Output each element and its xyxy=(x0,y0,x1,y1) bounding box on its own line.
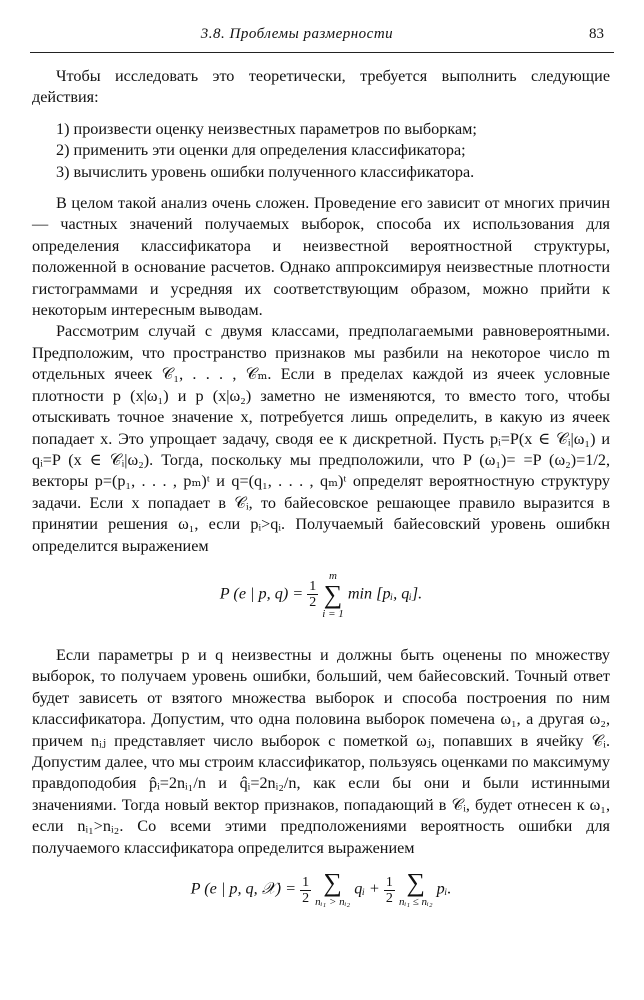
bayes-error-formula xyxy=(32,569,610,627)
fraction-numerator: 1 xyxy=(302,874,310,890)
running-head: 3.8. Проблемы размерности xyxy=(200,26,394,42)
sum-2-lower-limit: nᵢ₁ ≤ nᵢ₂ xyxy=(398,896,433,908)
sum-upper-limit: m xyxy=(329,569,337,582)
classifier-error-formula xyxy=(32,868,610,921)
summation xyxy=(322,569,343,621)
paragraph-analysis: В целом такой анализ очень сложен. Проведение его зависит от многих причин — частных значений получаемых выборок, способа их использования для определения классификатора и неизвестной вероятностной структуры, положенной в основание расчетов. Однако аппроксимируя неизвестные плотности гистограммами и усредняя их соответствующим образом, можно прийти к некоторым интересным выводам. xyxy=(32,194,610,320)
paragraph-two-classes: Рассмотрим случай с двумя классами, предполагаемыми равновероятными. Предположим, что пространство признаков мы разбили на некоторое число m отдельных ячеек 𝒞₁, . . . , 𝒞ₘ. Если в пределах каждой из ячеек условные плотности p (x|ω₁) и p (x|ω₂) заметно не изменяются, то вместо того, чтобы отыскивать точное значение x, потребуется лишь определить, в какую из ячеек попадает x. Это упрощает задачу, сводя ее к дискретной. Пусть pᵢ=P(x ∈ 𝒞ᵢ|ω₁) и qᵢ=P (x ∈ 𝒞ᵢ|ω₂). Тогда, поскольку мы предположили, что P (ω₁)= =P (ω₂)=1/2, векторы p=(p₁, . . . , pₘ)ᵗ и q=(q₁, . . . , qₘ)ᵗ определят вероятностную структуру задачи. Если x попадает в 𝒞ᵢ, то байесовское решающее правило выразится в принятии решения ω₁, если pᵢ>qᵢ. Получаемый байесовский уровень ошибкн определится выражением xyxy=(32,322,610,555)
formula-2-fraction-2 xyxy=(384,875,395,906)
summation-2 xyxy=(398,868,433,909)
sigma-symbol: ∑ xyxy=(406,868,426,897)
page-body xyxy=(32,66,610,921)
formula-2-lhs: P (e | p, q, 𝒳) = xyxy=(190,879,297,898)
fraction-denominator: 2 xyxy=(309,595,317,611)
steps-list xyxy=(32,119,610,183)
formula-1-lhs: P (e | p, q) = xyxy=(219,584,304,603)
formula-2-term-1: qᵢ + xyxy=(354,879,380,898)
fraction-numerator: 1 xyxy=(309,579,317,595)
formula-2-term-2: pᵢ. xyxy=(436,879,452,898)
formula-2-fraction-1 xyxy=(300,875,311,906)
step-item: 2) применить эти оценки для определения классификатора; xyxy=(56,141,466,160)
page-header xyxy=(30,26,604,50)
formula-1-fraction xyxy=(307,579,318,610)
sigma-symbol: ∑ xyxy=(323,868,342,897)
step-item: 3) вычислить уровень ошибки полученного классификатора. xyxy=(56,162,475,181)
fraction-numerator: 1 xyxy=(385,874,393,890)
step-item: 1) произвести оценку неизвестных параметров по выборкам; xyxy=(56,119,477,138)
intro-paragraph: Чтобы исследовать это теоретически, требуется выполнить следующие действия: xyxy=(32,67,610,107)
paragraph-estimation: Если параметры p и q неизвестны и должны быть оценены по множеству выборок, то получаем уровень ошибки, больший, чем байесовский. Точный ответ будет зависеть от взятого множества выборок и способа построения по ним классификатора. Допустим, что одна половина выборок помечена ω₁, а другая ω₂, причем nᵢⱼ представляет число выборок с пометкой ωⱼ, попавших в ячейку 𝒞ᵢ. Допустим далее, что мы строим классификатор, пользуясь оценками по максимуму правдоподобия p̂ᵢ=2nᵢ₁/n и q̂ᵢ=2nᵢ₂/n, как если бы они и были истинными значениями. Тогда новый вектор признаков, попадающий в 𝒞ᵢ, будет отнесен к ω₁, если nᵢ₁>nᵢ₂. Со всеми этими предположениями вероятность ошибки для получаемого классификатора определится выражением xyxy=(32,645,610,857)
fraction-denominator: 2 xyxy=(385,890,393,906)
page-number: 83 xyxy=(589,26,604,42)
sum-lower-limit: i = 1 xyxy=(322,607,344,620)
sigma-symbol: ∑ xyxy=(323,579,343,609)
summation-1 xyxy=(315,868,351,909)
header-rule xyxy=(30,52,614,53)
formula-1-rhs: min [pᵢ, qᵢ]. xyxy=(347,584,423,603)
fraction-denominator: 2 xyxy=(302,890,310,906)
sum-1-lower-limit: nᵢ₁ > nᵢ₂ xyxy=(315,896,351,908)
